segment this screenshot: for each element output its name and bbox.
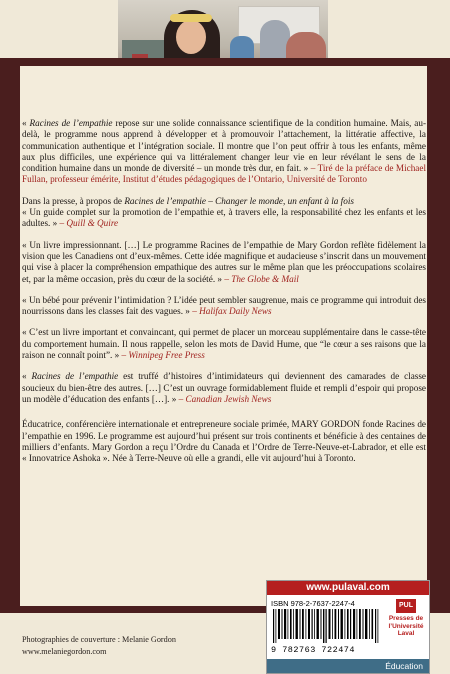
publisher-url[interactable]: www.pulaval.com [267,581,429,595]
quote-body: « Un livre impressionnant. […] Le programme Racines de l’empathie de Mary Gordon reflète fidèlement la vision que les Canadiens ont d’eux-mêmes. Cette idée magnifique et audacieuse s’inscrit dans un mouvement qui vise à placer la compréhension empathique des autres sur le même plan que les préoccupations scolaires et, par la même occasion, près du cœur de la société. » [22,239,426,284]
book-full-title: Racines de l’empathie – Changer le monde, un enfant à la fois [124,195,354,206]
quote-source: – Halifax Daily News [192,306,272,317]
barcode-icon [271,609,381,643]
pul-logo-icon: PUL [396,599,416,613]
website-link[interactable]: www.melaniegordon.com [22,647,107,656]
press-quote-globe [22,240,426,285]
press-quote-quill [22,196,426,230]
photo-credits [22,634,176,658]
quote-body: « Un guide complet sur la promotion de l’empathie et, à travers elle, la responsabilité chez les enfants et les adultes. » [22,207,426,229]
collection-label: Éducation [267,659,429,673]
quote-body: est truffé d’histoires d’intimidateurs qui deviennent des camarades de classe soucieux du bien-être des autres. […] C’est un ouvrage formidablement fluide et rempli d’espoir qui propose un modèle d’éducation des enfants […]. » [22,371,427,404]
publisher-name-line-2: l’Université [388,622,424,630]
quote-source: – Canadian Jewish News [178,393,272,404]
publisher-name [387,615,425,638]
press-quote-cjn: « Racines de l’empathie est truffé d’histoires d’intimidateurs qui deviennent des camarades de classe soucieux du bien-être des autres. […] C’est un ouvrage formidablement fluide et rempli d’espoir qui propose un modèle d’éducation des enfants […]. » – Canadian Jewish News [22,371,427,404]
publisher-box [266,580,430,674]
book-title: Racines de l’empathie [29,118,113,128]
barcode-number: 9 782763 722474 [271,645,356,655]
press-quote-winnipeg [22,327,426,361]
quote-body: repose sur une solide connaissance scientifique de la condition humaine. Mais, au-delà, le programme nous apprend à développer et à promouvoir l’attachement, la littératie affective, la communication authentique et l’intégration sociale. Il montre que l’on peut offrir à tous les enfants, même aux plus difficiles, une expérience qui va littéralement changer leur vie en leur révélant le sens de la condition humaine dans un monde de diversité – un monde très dur, en fait. » [22,118,427,174]
quote-source: – The Globe & Mail [224,273,299,284]
photo-woman-face [176,20,206,54]
publisher-name-line-3: Laval [397,630,415,637]
press-lead: Dans la presse, à propos de [22,195,125,206]
photo-headband [170,14,212,22]
isbn-label: ISBN 978-2-7637-2247-4 [271,599,355,608]
preface-quote: « Racines de l’empathie repose sur une solide connaissance scientifique de la condition humaine. Mais, au-delà, le programme nous apprend à développer et à promouvoir l’attachement, la littératie affective, la communication authentique et l’intégration sociale. Il montre que l’on peut offrir à tous les enfants, même aux plus difficiles, une expérience qui va littéralement changer leur vie en leur révélant le sens de la condition humaine dans un monde de diversité – un monde très dur, en fait. » – Tiré de la préface de Michael Fullan, professeur émérite, Institut d’études pédagogiques de l’Ontario, Université de Toronto [22,118,427,185]
author-bio: Éducatrice, conférencière internationale et entrepreneure sociale primée, MARY GORDON fonde Racines de l’empathie en 1996. Le programme est aujourd’hui présent sur trois continents et bénéficie à des centaines de milliers d’enfants. Mary Gordon a reçu l’Ordre du Canada et l’Ordre de Terre-Neuve-et-Labrador, et elle est « Innovatrice Ashoka ». Née à Terre-Neuve où elle a grandi, elle vit aujourd’hui à Toronto. [22,419,426,464]
press-quote-halifax [22,295,426,318]
quote-source: – Tiré de la préface de Michael Fullan, professeur émérite, Institut d’études pédagogiques de l’Ontario, Université de Toronto [22,163,426,185]
book-title: Racines de l’empathie [31,371,119,382]
quote-source: – Quill & Quire [59,218,119,229]
back-cover-text [22,118,426,474]
quote-source: – Winnipeg Free Press [121,350,205,361]
quote-body: « Un bébé pour prévenir l’intimidation ? L’idée peut sembler saugrenue, mais ce programme qui introduit des nourrissons dans les classes fait des vagues. » [22,294,426,317]
publisher-name-line-1: Presses de [388,615,424,622]
publisher-logo [387,599,425,639]
quote-body: « C’est un livre important et convaincant, qui permet de placer un morceau supplémentaire dans le casse-tête du comportement humain. Il nous rappelle, selon les mots de David Hume, que “le cœur a ses raisons que la raison ne connaît point”. » [22,327,426,361]
photo-credit-line: Photographies de couverture : Melanie Gordon [22,635,176,644]
